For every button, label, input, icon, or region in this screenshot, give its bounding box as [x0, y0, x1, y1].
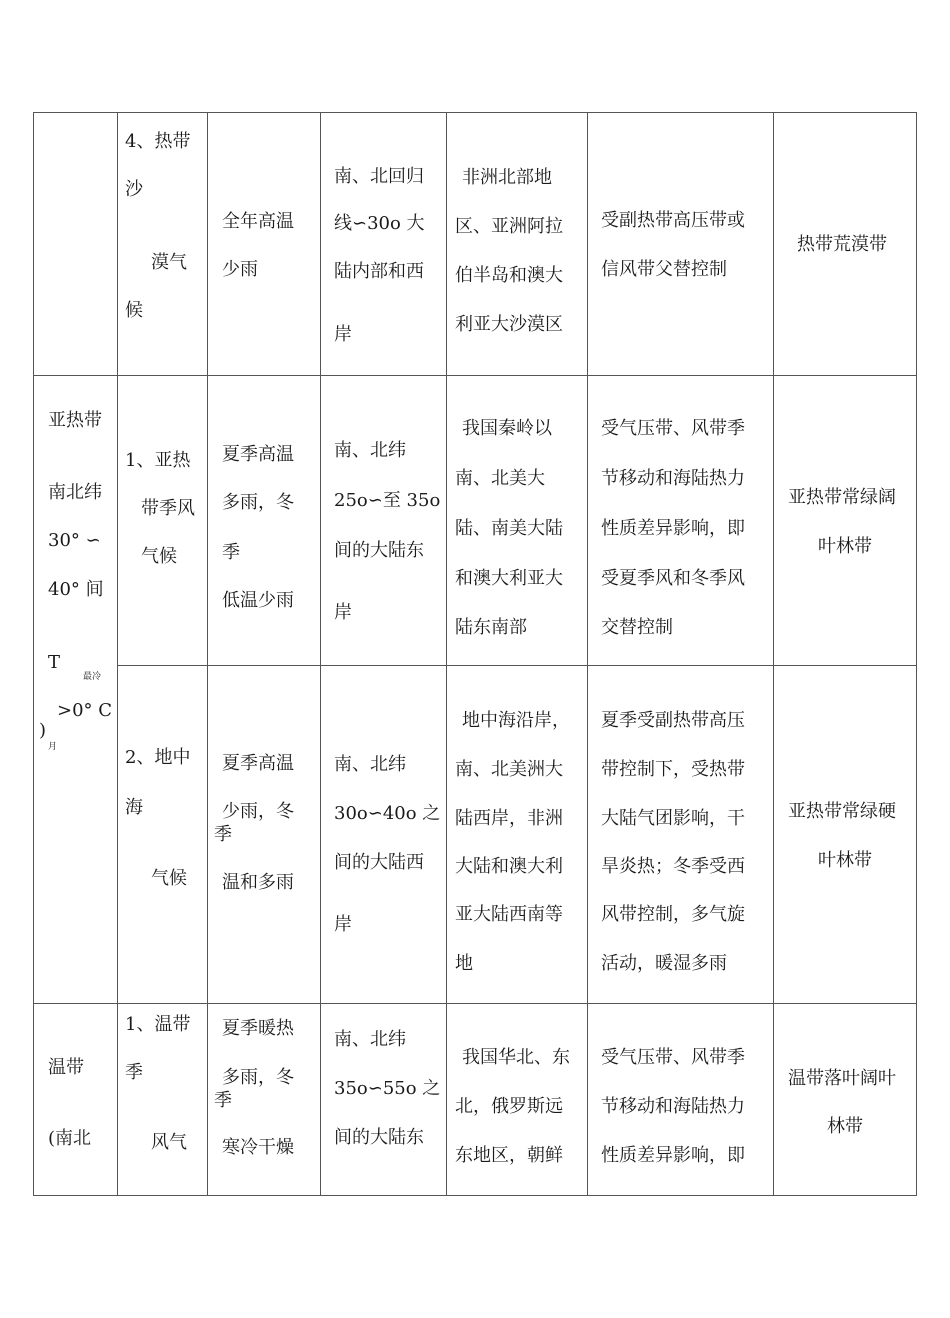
regions: 陆西岸，非洲	[455, 808, 563, 829]
vegetation: 热带荒漠带	[797, 234, 887, 255]
row-divider	[117, 665, 917, 666]
regions: 我国华北、东	[462, 1047, 570, 1068]
climate-features: 少雨	[222, 259, 258, 280]
climate-name: 1、亚热	[125, 450, 191, 471]
climate-features: 夏季暖热	[222, 1018, 294, 1039]
zone-temperature: )	[39, 720, 47, 741]
distribution: 35o∽55o 之	[334, 1078, 441, 1099]
zone-range: 30° ∽	[48, 530, 101, 551]
zone-name: 亚热带	[48, 410, 102, 431]
distribution: 线∽30o 大	[334, 213, 425, 234]
distribution: 岸	[334, 324, 352, 345]
distribution: 岸	[334, 602, 352, 623]
column-divider	[117, 112, 118, 1196]
column-divider	[587, 112, 588, 1196]
regions: 我国秦岭以	[462, 418, 552, 439]
climate-name: 漠气	[151, 252, 187, 273]
regions: 利亚大沙漠区	[455, 314, 563, 335]
climate-features: 少雨，冬	[222, 801, 294, 822]
table-border-top	[33, 112, 917, 113]
climate-name: 季	[125, 1062, 143, 1083]
climate-name: 带季风	[141, 498, 195, 519]
climate-cause: 受夏季风和冬季风	[601, 568, 745, 589]
climate-features: 全年高温	[222, 211, 294, 232]
climate-features: 季	[214, 1090, 232, 1111]
climate-features: 低温少雨	[222, 590, 294, 611]
vegetation: 叶林带	[818, 536, 872, 557]
zone-temperature-subscript: 月	[48, 742, 58, 752]
regions: 北，俄罗斯远	[455, 1096, 563, 1117]
zone-range: 40° 间	[48, 579, 104, 600]
climate-features: 夏季高温	[222, 444, 294, 465]
climate-name: 风气	[151, 1132, 187, 1153]
regions: 东地区，朝鲜	[455, 1145, 563, 1166]
climate-cause: 带控制下，受热带	[601, 759, 745, 780]
climate-cause: 风带控制，多气旋	[601, 904, 745, 925]
climate-cause: 受气压带、风带季	[601, 1047, 745, 1068]
distribution: 30o∽40o 之	[334, 803, 441, 824]
climate-name: 候	[125, 300, 143, 321]
table-border-bottom	[33, 1195, 917, 1196]
distribution: 南、北回归	[334, 166, 424, 187]
zone-temperature: >0° C	[57, 700, 113, 721]
distribution: 间的大陆西	[334, 852, 424, 873]
climate-name: 气候	[151, 868, 187, 889]
climate-name: 海	[125, 797, 143, 818]
distribution: 南、北纬	[334, 440, 406, 461]
column-divider	[446, 112, 447, 1196]
climate-features: 寒冷干燥	[222, 1137, 294, 1158]
distribution: 南、北纬	[334, 1029, 406, 1050]
climate-cause: 活动，暖湿多雨	[601, 953, 727, 974]
climate-cause: 交替控制	[601, 617, 673, 638]
distribution: 南、北纬	[334, 754, 406, 775]
zone-temperature: T	[48, 652, 61, 673]
column-divider	[33, 112, 34, 1196]
column-divider	[207, 112, 208, 1196]
regions: 陆东南部	[455, 617, 527, 638]
regions: 南、北美大	[455, 468, 545, 489]
distribution: 间的大陆东	[334, 1127, 424, 1148]
row-divider	[33, 1003, 917, 1004]
climate-features: 季	[222, 542, 240, 563]
regions: 非洲北部地	[462, 167, 552, 188]
climate-features: 夏季高温	[222, 753, 294, 774]
climate-cause: 节移动和海陆热力	[601, 1096, 745, 1117]
vegetation: 亚热带常绿硬	[788, 801, 896, 822]
climate-name: 沙	[125, 179, 143, 200]
column-divider	[320, 112, 321, 1196]
column-divider	[916, 112, 917, 1196]
climate-features: 温和多雨	[222, 872, 294, 893]
vegetation: 温带落叶阔叶	[788, 1068, 896, 1089]
climate-cause: 大陆气团影响，干	[601, 808, 745, 829]
zone-name: 南北纬	[48, 482, 102, 503]
zone-name: (南北	[48, 1128, 92, 1149]
climate-features: 季	[214, 824, 232, 845]
climate-cause: 受气压带、风带季	[601, 418, 745, 439]
distribution: 岸	[334, 914, 352, 935]
climate-cause: 信风带父替控制	[601, 259, 727, 280]
distribution: 间的大陆东	[334, 540, 424, 561]
column-divider	[773, 112, 774, 1196]
regions: 亚大陆西南等	[455, 904, 563, 925]
climate-cause: 受副热带高压带或	[601, 210, 745, 231]
regions: 南、北美洲大	[455, 759, 563, 780]
regions: 大陆和澳大利	[455, 856, 563, 877]
zone-temperature-subscript: 最冷	[83, 672, 102, 682]
climate-cause: 性质差异影响，即	[601, 1145, 745, 1166]
distribution: 陆内部和西	[334, 261, 424, 282]
regions: 地中海沿岸，	[462, 710, 570, 731]
regions: 区、亚洲阿拉	[455, 216, 563, 237]
climate-name: 4、热带	[125, 131, 191, 152]
climate-cause: 夏季受副热带高压	[601, 710, 745, 731]
regions: 地	[455, 953, 473, 974]
climate-name: 2、地中	[125, 747, 191, 768]
climate-cause: 节移动和海陆热力	[601, 468, 745, 489]
regions: 和澳大利亚大	[455, 568, 563, 589]
distribution: 25o∽至 35o	[334, 490, 441, 511]
vegetation: 亚热带常绿阔	[788, 487, 896, 508]
regions: 伯半岛和澳大	[455, 265, 563, 286]
regions: 陆、南美大陆	[455, 518, 563, 539]
zone-name: 温带	[48, 1057, 84, 1078]
climate-features: 多雨，冬	[222, 492, 294, 513]
climate-cause: 旱炎热；冬季受西	[601, 856, 745, 877]
vegetation: 林带	[827, 1116, 863, 1137]
row-divider	[33, 375, 917, 376]
climate-cause: 性质差异影响，即	[601, 518, 745, 539]
vegetation: 叶林带	[818, 850, 872, 871]
climate-name: 气候	[141, 546, 177, 567]
climate-features: 多雨，冬	[222, 1067, 294, 1088]
climate-name: 1、温带	[125, 1014, 191, 1035]
